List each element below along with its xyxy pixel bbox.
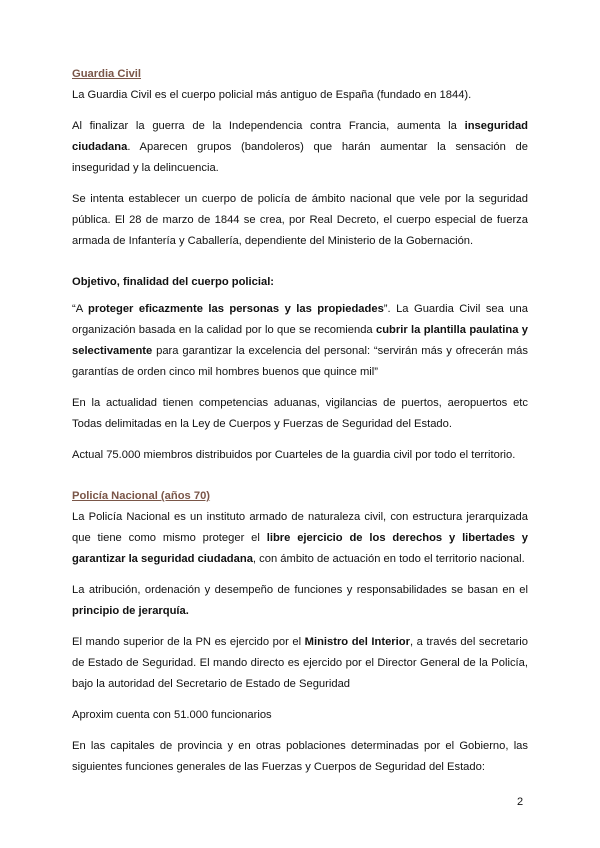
policia-nacional-paragraph-2 [72, 580, 528, 622]
spacer [72, 262, 528, 272]
bold-text: libre ejercicio de los derechos y libertades y garantizar la seguridad ciudadana [72, 532, 529, 565]
guardia-civil-paragraph-4: En la actualidad tienen competencias aduanas, vigilancias de puertos, aeropuertos etc Todas delimitadas en la Ley de Cuerpos y Fuerzas de Seguridad del Estado. [72, 397, 528, 430]
text-run: La Policía Nacional es un instituto armado de naturaleza civil, con estructura jerarquizada que tiene como mismo proteger el [72, 511, 528, 544]
spacer [72, 476, 528, 486]
text-run: para garantizar la excelencia del personal: “servirán más y ofrecerán más garantías de orden cinco mil hombres buenos que quince mil” [72, 345, 528, 378]
policia-nacional-paragraph-4: Aproxim cuenta con 51.000 funcionarios [72, 709, 272, 721]
bold-text: Ministro del Interior [304, 636, 410, 648]
policia-nacional-paragraph-5: En las capitales de provincia y en otras poblaciones determinadas por el Gobierno, las siguientes funciones generales de las Fuerzas y Cuerpos de Seguridad del Estado: [72, 740, 528, 773]
text-run: La atribución, ordenación y desempeño de funciones y responsabilidades se basan en el [72, 584, 528, 596]
text-run: . Aparecen grupos (bandoleros) que harán aumentar la sensación de inseguridad y la delincuencia. [72, 141, 528, 174]
page-number: 2 [517, 796, 524, 808]
text-run: Al finalizar la guerra de la Independencia contra Francia, aumenta la [72, 120, 465, 132]
bold-text: inseguridad ciudadana [72, 120, 528, 153]
guardia-civil-intro: La Guardia Civil es el cuerpo policial más antiguo de España (fundado en 1844). [72, 89, 472, 101]
text-run: El mando superior de la PN es ejercido por el [72, 636, 305, 648]
guardia-civil-paragraph-3 [72, 299, 528, 383]
document-page [72, 64, 528, 778]
text-run: , a través del secretario de Estado de Seguridad. El mando directo es ejercido por el Director General de la Policía, bajo la autoridad del Secretario de Estado de Seguridad [72, 636, 528, 690]
policia-nacional-heading: Policía Nacional (años 70) [72, 490, 211, 502]
guardia-civil-paragraph-5: Actual 75.000 miembros distribuidos por Cuarteles de la guardia civil por todo el territorio. [72, 449, 516, 461]
policia-nacional-paragraph-1 [72, 507, 528, 570]
text-run: “A [72, 303, 89, 315]
bold-text: cubrir la plantilla paulatina y selectivamente [72, 324, 528, 357]
text-run: , con ámbito de actuación en todo el territorio nacional. [252, 553, 525, 565]
policia-nacional-paragraph-3 [72, 632, 528, 695]
guardia-civil-heading: Guardia Civil [72, 68, 142, 80]
bold-text: principio de jerarquía. [72, 605, 189, 617]
guardia-civil-paragraph-1 [72, 116, 528, 179]
bold-text: proteger eficazmente las personas y las propiedades [88, 303, 384, 315]
text-run: ”. La Guardia Civil sea una organización basada en la calidad por lo que se recomienda [72, 303, 528, 336]
guardia-civil-paragraph-2: Se intenta establecer un cuerpo de policía de ámbito nacional que vele por la seguridad pública. El 28 de marzo de 1844 se crea, por Real Decreto, el cuerpo especial de fuerza armada de Infantería y Caballería, dependiente del Ministerio de la Gobernación. [72, 193, 528, 247]
objetivo-subheading: Objetivo, finalidad del cuerpo policial: [72, 276, 275, 288]
